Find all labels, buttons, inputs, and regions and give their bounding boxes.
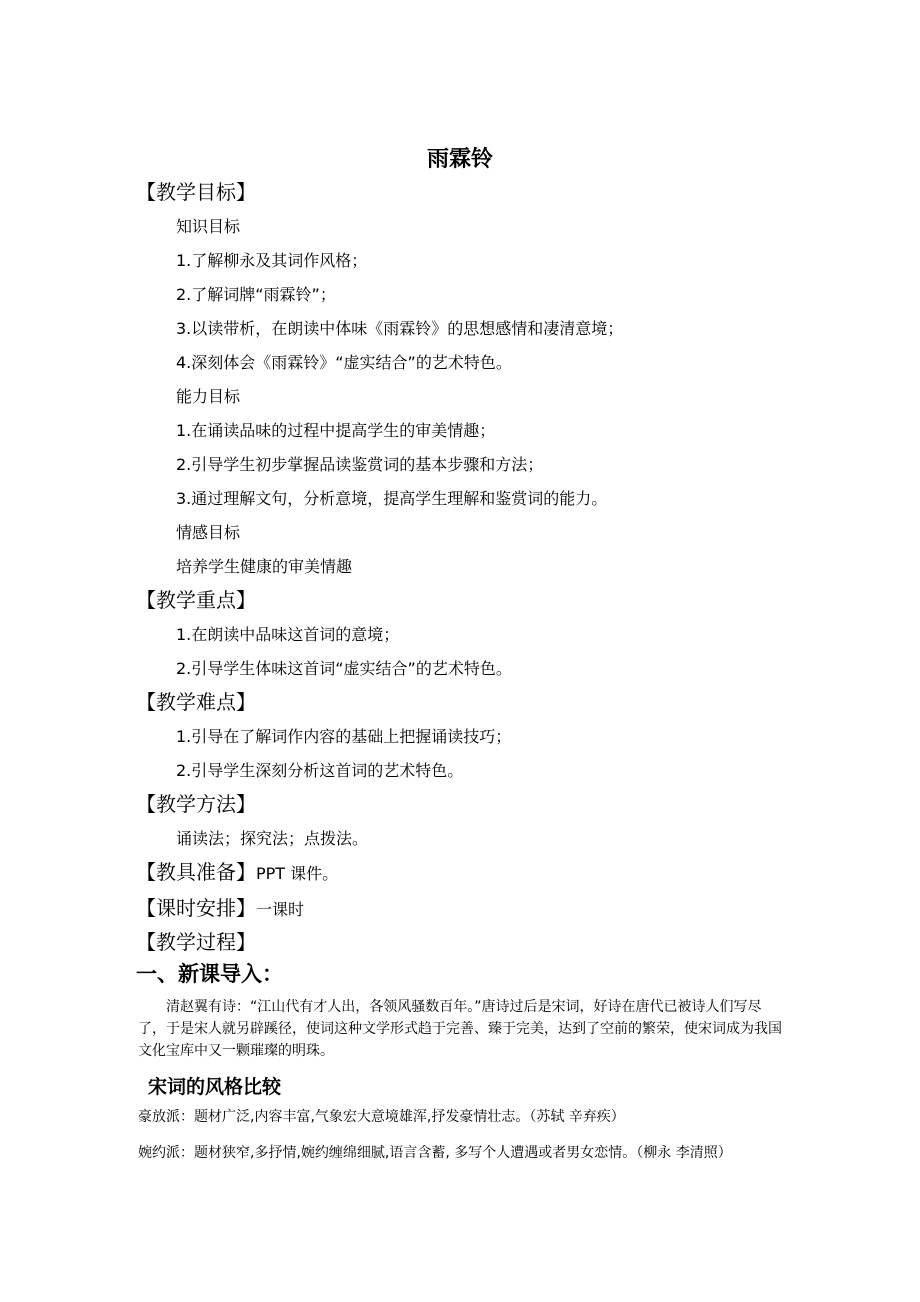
style-compare-heading: 宋词的风格比较 (148, 1076, 282, 1098)
tools-heading: 【教具准备】 (136, 860, 256, 884)
difficulty-item: 2.引导学生深刻分析这首词的艺术特色。 (176, 761, 464, 780)
methods-text: 诵读法；探究法；点拨法。 (176, 829, 369, 848)
emotion-goals-label: 情感目标 (176, 523, 241, 542)
knowledge-goal-item: 1.了解柳永及其词作风格； (176, 251, 368, 270)
ability-goals-label: 能力目标 (176, 387, 241, 406)
wanyue-text: 婉约派：题材狭窄,多抒情,婉约缠绵细腻,语言含蓄, 多写个人遭遇或者男女恋情。（柳永 李清照） (138, 1145, 732, 1161)
goals-heading: 【教学目标】 (136, 180, 256, 204)
process-heading: 【教学过程】 (136, 930, 256, 954)
knowledge-goal-item: 2.了解词牌“雨霖铃”； (176, 285, 336, 304)
ability-goal-item: 1.在诵读品味的过程中提高学生的审美情趣； (176, 421, 496, 440)
key-point-item: 1.在朗读中品味这首词的意境； (176, 625, 400, 644)
tools-text: PPT 课件。 (256, 864, 339, 883)
page-title: 雨霖铃 (426, 147, 493, 172)
knowledge-goals-label: 知识目标 (176, 217, 241, 236)
haofang-text: 豪放派：题材广泛,内容丰富,气象宏大意境雄浑,抒发豪情壮志。（苏轼 辛弃疾） (138, 1109, 625, 1125)
ability-goal-item: 2.引导学生初步掌握品读鉴赏词的基本步骤和方法； (176, 455, 544, 474)
schedule-heading: 【课时安排】 (136, 896, 256, 920)
knowledge-goal-item: 4.深刻体会《雨霖铃》“虚实结合”的艺术特色。 (176, 353, 512, 372)
step1-heading: 一、新课导入： (136, 962, 283, 986)
intro-paragraph: 清赵翼有诗：“江山代有才人出，各领风骚数百年。”唐诗过后是宋词，好诗在唐代已被诗人们写尽了，于是宋人就另辟蹊径，使词这种文学形式趋于完善、臻于完美，达到了空前的繁荣，使宋词成为我国文化宝库中又一颗璀璨的明珠。 (138, 999, 782, 1059)
key-points-heading: 【教学重点】 (136, 588, 256, 612)
key-point-item: 2.引导学生体味这首词“虚实结合”的艺术特色。 (176, 659, 512, 678)
methods-heading: 【教学方法】 (136, 792, 256, 816)
ability-goal-item: 3.通过理解文句，分析意境，提高学生理解和鉴赏词的能力。 (176, 489, 608, 508)
tools-row (136, 856, 338, 885)
schedule-text: 一课时 (256, 900, 305, 919)
difficulties-heading: 【教学难点】 (136, 690, 256, 714)
schedule-row (136, 892, 304, 921)
emotion-goal-text: 培养学生健康的审美情趣 (176, 557, 353, 576)
difficulty-item: 1.引导在了解词作内容的基础上把握诵读技巧； (176, 727, 512, 746)
knowledge-goal-item: 3.以读带析，在朗读中体味《雨霖铃》的思想感情和凄清意境； (176, 319, 624, 338)
